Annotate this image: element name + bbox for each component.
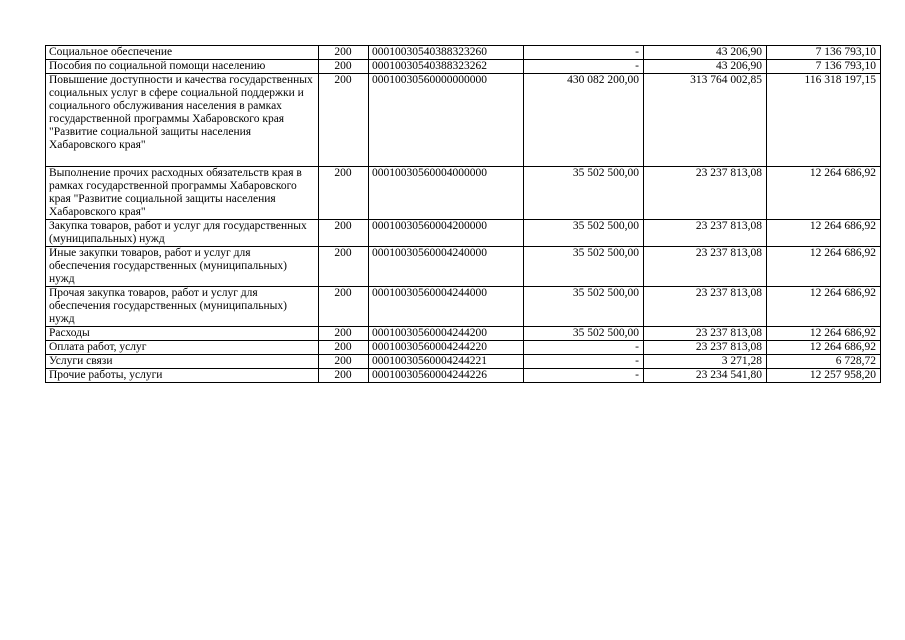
budget-execution-table xyxy=(45,45,881,383)
row-budget-classification-code: 00010030560004244200 xyxy=(369,327,524,341)
row-executed-amount: 313 764 002,85 xyxy=(644,74,767,167)
row-approved-amount: 430 082 200,00 xyxy=(524,74,644,167)
row-remaining-amount: 116 318 197,15 xyxy=(767,74,881,167)
row-approved-amount: 35 502 500,00 xyxy=(524,247,644,287)
row-executed-amount: 23 237 813,08 xyxy=(644,220,767,247)
row-executed-amount: 43 206,90 xyxy=(644,46,767,60)
row-executed-amount: 23 237 813,08 xyxy=(644,287,767,327)
row-remaining-amount: 12 257 958,20 xyxy=(767,369,881,383)
table-row xyxy=(46,220,881,247)
row-name: Оплата работ, услуг xyxy=(46,341,319,355)
row-budget-classification-code: 00010030560004200000 xyxy=(369,220,524,247)
row-budget-classification-code: 00010030560004000000 xyxy=(369,167,524,220)
table-row xyxy=(46,247,881,287)
row-name: Социальное обеспечение xyxy=(46,46,319,60)
row-budget-classification-code: 00010030560004244226 xyxy=(369,369,524,383)
row-executed-amount: 3 271,28 xyxy=(644,355,767,369)
row-line-code: 200 xyxy=(319,287,369,327)
table-row xyxy=(46,355,881,369)
row-remaining-amount: 7 136 793,10 xyxy=(767,46,881,60)
row-budget-classification-code: 00010030540388323260 xyxy=(369,46,524,60)
row-approved-amount: 35 502 500,00 xyxy=(524,167,644,220)
row-line-code: 200 xyxy=(319,60,369,74)
row-line-code: 200 xyxy=(319,247,369,287)
row-executed-amount: 23 234 541,80 xyxy=(644,369,767,383)
row-remaining-amount: 12 264 686,92 xyxy=(767,247,881,287)
row-budget-classification-code: 00010030560000000000 xyxy=(369,74,524,167)
table-row xyxy=(46,369,881,383)
row-remaining-amount: 12 264 686,92 xyxy=(767,341,881,355)
row-name: Прочие работы, услуги xyxy=(46,369,319,383)
row-line-code: 200 xyxy=(319,220,369,247)
row-name: Услуги связи xyxy=(46,355,319,369)
row-budget-classification-code: 00010030560004244220 xyxy=(369,341,524,355)
row-approved-amount: 35 502 500,00 xyxy=(524,287,644,327)
row-remaining-amount: 12 264 686,92 xyxy=(767,287,881,327)
row-approved-amount: 35 502 500,00 xyxy=(524,327,644,341)
table-row xyxy=(46,327,881,341)
row-line-code: 200 xyxy=(319,355,369,369)
row-approved-amount: - xyxy=(524,355,644,369)
row-remaining-amount: 12 264 686,92 xyxy=(767,327,881,341)
row-budget-classification-code: 00010030560004244221 xyxy=(369,355,524,369)
row-executed-amount: 23 237 813,08 xyxy=(644,327,767,341)
table-row xyxy=(46,287,881,327)
row-remaining-amount: 7 136 793,10 xyxy=(767,60,881,74)
row-name: Расходы xyxy=(46,327,319,341)
row-remaining-amount: 12 264 686,92 xyxy=(767,167,881,220)
row-approved-amount: - xyxy=(524,369,644,383)
row-budget-classification-code: 00010030560004240000 xyxy=(369,247,524,287)
table-row xyxy=(46,60,881,74)
row-line-code: 200 xyxy=(319,74,369,167)
table-row xyxy=(46,167,881,220)
row-name: Повышение доступности и качества государственных социальных услуг в сфере социальной поддержки и социального обслуживания населения в рамках государственной программы Хабаровского края "Развитие социальной защиты населения Хабаровского края" xyxy=(46,74,319,167)
table-row xyxy=(46,46,881,60)
row-name: Иные закупки товаров, работ и услуг для обеспечения государственных (муниципальных) нужд xyxy=(46,247,319,287)
row-name: Пособия по социальной помощи населению xyxy=(46,60,319,74)
row-approved-amount: - xyxy=(524,46,644,60)
row-name: Выполнение прочих расходных обязательств края в рамках государственной программы Хабаровского края "Развитие социальной защиты населения Хабаровского края" xyxy=(46,167,319,220)
table-row xyxy=(46,74,881,167)
row-executed-amount: 23 237 813,08 xyxy=(644,247,767,287)
row-budget-classification-code: 00010030540388323262 xyxy=(369,60,524,74)
row-executed-amount: 43 206,90 xyxy=(644,60,767,74)
row-line-code: 200 xyxy=(319,46,369,60)
row-line-code: 200 xyxy=(319,327,369,341)
row-executed-amount: 23 237 813,08 xyxy=(644,341,767,355)
row-approved-amount: - xyxy=(524,60,644,74)
row-name: Закупка товаров, работ и услуг для государственных (муниципальных) нужд xyxy=(46,220,319,247)
table-row xyxy=(46,341,881,355)
row-remaining-amount: 12 264 686,92 xyxy=(767,220,881,247)
row-line-code: 200 xyxy=(319,167,369,220)
row-approved-amount: 35 502 500,00 xyxy=(524,220,644,247)
row-executed-amount: 23 237 813,08 xyxy=(644,167,767,220)
row-line-code: 200 xyxy=(319,341,369,355)
row-name: Прочая закупка товаров, работ и услуг для обеспечения государственных (муниципальных) нужд xyxy=(46,287,319,327)
row-remaining-amount: 6 728,72 xyxy=(767,355,881,369)
row-approved-amount: - xyxy=(524,341,644,355)
row-line-code: 200 xyxy=(319,369,369,383)
row-budget-classification-code: 00010030560004244000 xyxy=(369,287,524,327)
